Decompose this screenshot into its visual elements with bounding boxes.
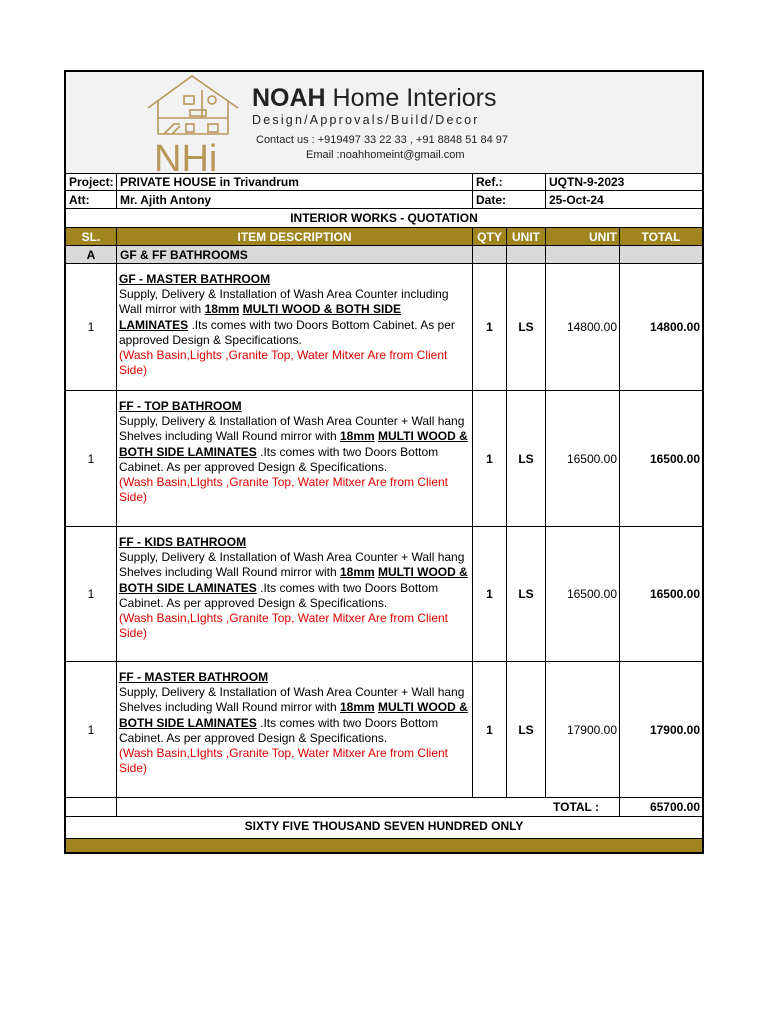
item-title: FF - MASTER BATHROOM (119, 670, 269, 684)
item-desc-material: MULTI WOOD & BOTH SIDE LAMINATES (119, 565, 468, 595)
table-row (66, 391, 702, 527)
item-unit: LS (507, 527, 546, 661)
item-desc-material: MULTI WOOD & BOTH SIDE LAMINATES (119, 302, 402, 332)
project-row (66, 173, 702, 191)
date-value: 25-Oct-24 (549, 192, 604, 207)
col-qty: QTY (473, 228, 507, 245)
company-name-bold: NOAH (252, 84, 326, 112)
item-note: (Wash Basin,LIghts ,Granite Top, Water Mitxer Are from Client Side) (119, 611, 449, 641)
total-sl-blank (66, 798, 117, 816)
table-row (66, 527, 702, 662)
item-desc-part1: Supply, Delivery & Installation of Wash Area Counter including Wall mirror with (119, 287, 449, 317)
item-desc-part2: .Its comes with two Doors Bottom Cabinet. As per approved Design & Specifications. (119, 317, 455, 347)
item-title: GF - MASTER BATHROOM (119, 272, 271, 286)
group-price-blank (546, 246, 620, 263)
project-value: PRIVATE HOUSE in Trivandrum (117, 173, 473, 190)
item-description (117, 527, 473, 661)
item-desc-part1: Supply, Delivery & Installation of Wash Area Counter + Wall hang Shelves including Wall Round mirror with (119, 685, 465, 715)
item-desc-part1: Supply, Delivery & Installation of Wash Area Counter + Wall hang Shelves including Wall Round mirror with (119, 550, 465, 580)
item-qty: 1 (473, 527, 507, 661)
item-sl: 1 (66, 527, 117, 661)
item-qty: 1 (473, 391, 507, 526)
item-total: 17900.00 (649, 722, 700, 737)
item-price: 16500.00 (546, 391, 620, 526)
total-in-words: SIXTY FIVE THOUSAND SEVEN HUNDRED ONLY (66, 817, 702, 839)
company-email: Email :noahhomeint@gmail.com (306, 149, 465, 161)
group-unit-blank (507, 246, 546, 263)
item-title: FF - KIDS BATHROOM (119, 535, 247, 549)
item-note: (Wash Basin,LIghts ,Granite Top, Water Mitxer Are from Client Side) (119, 475, 449, 505)
house-logo-icon (146, 74, 242, 174)
att-value: Mr. Ajith Antony (117, 191, 473, 208)
col-unit-price: UNIT (546, 228, 620, 245)
item-desc-thickness: 18mm (339, 429, 375, 444)
quotation-sheet (64, 70, 704, 854)
total-row (66, 798, 702, 817)
item-total: 14800.00 (649, 320, 700, 334)
company-name (252, 84, 497, 113)
item-desc-part2: .Its comes with two Doors Bottom Cabinet. As per approved Design & Specifications. (119, 444, 439, 474)
ref-label: Ref.: (473, 173, 546, 190)
item-total: 16500.00 (649, 587, 700, 601)
item-unit: LS (507, 264, 546, 390)
group-qty-blank (473, 246, 507, 263)
item-price: 14800.00 (546, 264, 620, 390)
table-row (66, 264, 702, 391)
company-contact: Contact us : +919497 33 22 33 , +91 8848 51 84 97 (256, 134, 508, 146)
col-unit: UNIT (507, 228, 546, 245)
item-sl: 1 (66, 391, 117, 526)
column-header (66, 228, 702, 246)
ref-value: UQTN-9-2023 (549, 174, 625, 189)
item-desc-part2: .Its comes with two Doors Bottom Cabinet. As per approved Design & Specifications. (119, 580, 439, 610)
att-label: Att: (66, 191, 117, 208)
item-sl: 1 (66, 264, 117, 390)
item-desc-part1: Supply, Delivery & Installation of Wash Area Counter + Wall hang Shelves including Wall Round mirror with (119, 414, 465, 444)
item-description (117, 264, 473, 390)
letterhead (66, 72, 702, 174)
item-desc-thickness: 18mm (339, 565, 375, 580)
item-desc-thickness: 18mm (339, 700, 375, 715)
item-desc-material: MULTI WOOD & BOTH SIDE LAMINATES (119, 700, 468, 730)
col-total: TOTAL (641, 229, 681, 244)
item-unit: LS (507, 391, 546, 526)
col-sl: SL. (66, 228, 117, 245)
item-total: 16500.00 (649, 451, 700, 466)
group-title: GF & FF BATHROOMS (117, 246, 473, 263)
item-sl: 1 (66, 662, 117, 797)
item-description (117, 662, 473, 797)
item-qty: 1 (473, 662, 507, 797)
footer-band (66, 839, 702, 852)
item-note: (Wash Basin,LIghts ,Granite Top, Water Mitxer Are from Client Side) (119, 746, 449, 776)
company-tagline: Design/Approvals/Build/Decor (252, 113, 480, 127)
item-price: 17900.00 (546, 662, 620, 797)
item-note: (Wash Basin,Lights ,Granite Top, Water Mitxer Are from Client Side) (119, 348, 448, 378)
company-name-rest: Home Interiors (325, 84, 497, 112)
logo-letters: NHi (154, 138, 218, 174)
item-price: 16500.00 (546, 527, 620, 661)
section-title: INTERIOR WORKS - QUOTATION (66, 209, 702, 228)
item-description (117, 391, 473, 526)
item-title: FF - TOP BATHROOM (119, 399, 242, 413)
col-description: ITEM DESCRIPTION (117, 228, 473, 245)
group-sl: A (66, 246, 117, 263)
date-label: Date: (473, 191, 546, 208)
item-qty: 1 (473, 264, 507, 390)
total-value: 65700.00 (649, 800, 700, 814)
item-desc-thickness: 18mm (204, 302, 240, 317)
item-desc-part2: .Its comes with two Doors Bottom Cabinet. As per approved Design & Specifications. (119, 715, 439, 745)
item-unit: LS (507, 662, 546, 797)
project-label: Project: (66, 173, 117, 190)
table-row (66, 662, 702, 798)
att-row (66, 191, 702, 209)
group-row (66, 246, 702, 264)
total-label: TOTAL : (117, 798, 620, 816)
item-desc-material: MULTI WOOD & BOTH SIDE LAMINATES (119, 429, 468, 459)
